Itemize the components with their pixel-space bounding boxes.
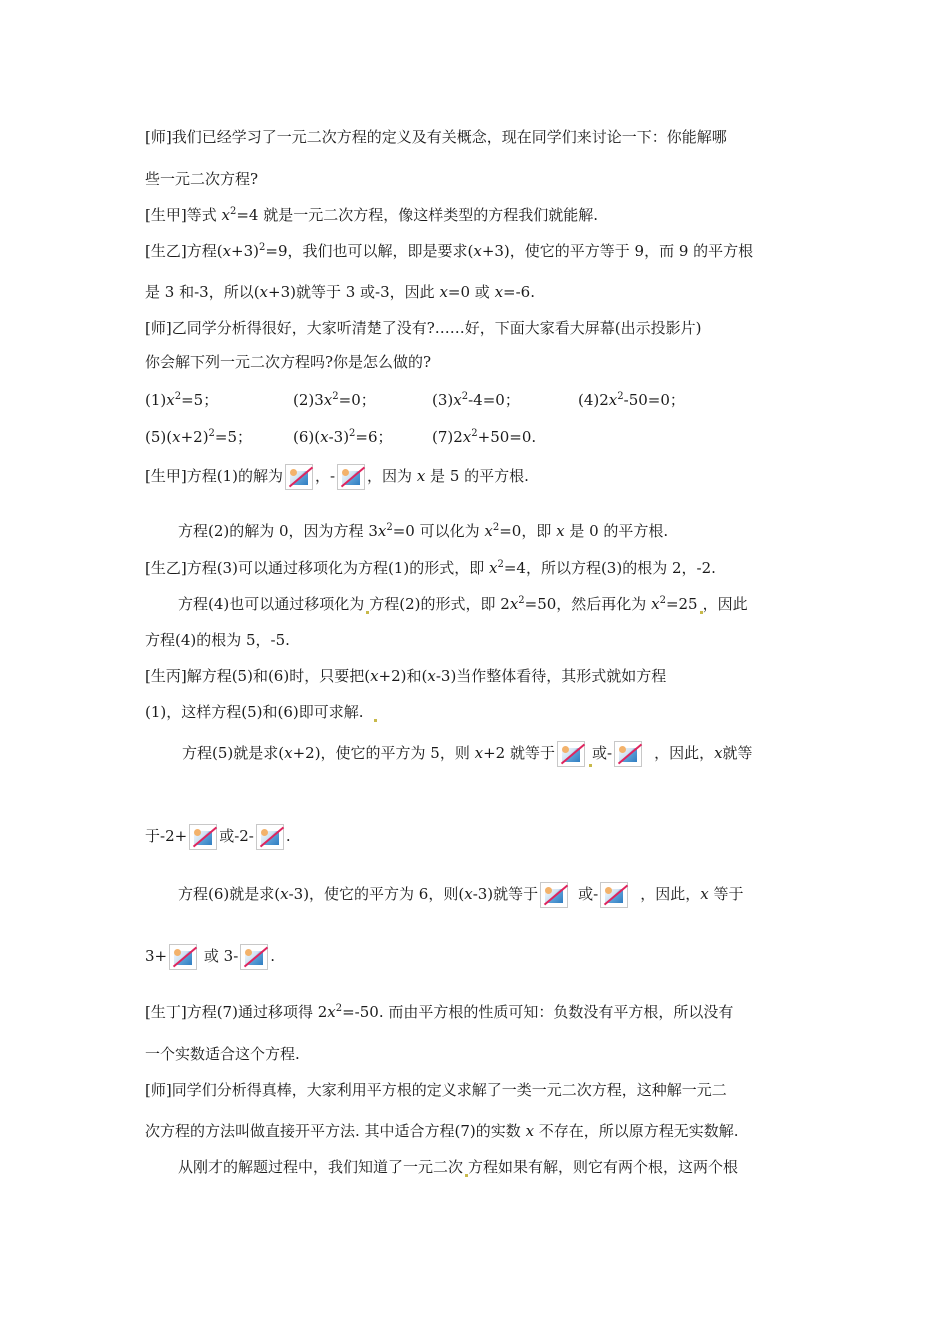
mark-dot (589, 764, 592, 767)
paragraph-line: 3+ 或 3- . (145, 944, 275, 970)
paragraph-line: 于-2+ 或-2- . (145, 824, 291, 850)
paragraph-line: 方程(4)也可以通过移项化为 方程(2)的形式，即 $2x^2=50$，然后再化为 $x^2=25$ ，因此 (178, 595, 748, 613)
paragraph-line: [生甲]方程(1)的解为 ，- ，因为 x 是 5 的平方根. (145, 464, 529, 490)
paragraph-line: 你会解下列一元二次方程吗?你是怎么做的? (145, 353, 432, 371)
broken-image-icon (256, 824, 284, 850)
equation-3: $(3)x^2-4=0$； (432, 391, 520, 409)
paragraph-line: [生乙]方程$(x+3)^2=9$，我们也可以解，即是要求(x+3)，使它的平方等于 9，而 9 的平方根 (145, 242, 754, 260)
broken-image-icon (540, 882, 568, 908)
paragraph-line: [师]乙同学分析得很好，大家听清楚了没有?……好，下面大家看大屏幕(出示投影片) (145, 319, 702, 337)
equation-4: $(4)2x^2-50=0$； (578, 391, 685, 409)
broken-image-icon (557, 741, 585, 767)
broken-image-icon (240, 944, 268, 970)
paragraph-line: [师]我们已经学习了一元二次方程的定义及有关概念，现在同学们来讨论一下：你能解哪 (145, 128, 727, 146)
paragraph-line: [师]同学们分析得真棒，大家利用平方根的定义求解了一类一元二次方程，这种解一元二 (145, 1081, 727, 1099)
broken-image-icon (614, 741, 642, 767)
paragraph-line: 从刚才的解题过程中，我们知道了一元二次 方程如果有解，则它有两个根，这两个根 (178, 1158, 739, 1176)
paragraph-line: 一个实数适合这个方程. (145, 1045, 300, 1063)
paragraph-line: 些一元二次方程? (145, 170, 259, 188)
paragraph-line: [生甲]等式 $x^2=4$ 就是一元二次方程，像这样类型的方程我们就能解. (145, 206, 598, 224)
broken-image-icon (337, 464, 365, 490)
broken-image-icon (189, 824, 217, 850)
paragraph-line: 是 3 和-3，所以(x+3)就等于 3 或-3，因此 x=0 或 x=-6. (145, 283, 535, 301)
paragraph-line: [生丙]解方程(5)和(6)时，只要把(x+2)和(x-3)当作整体看待，其形式就如方程 (145, 667, 667, 685)
paragraph-line: (1)，这样方程(5)和(6)即可求解. (145, 702, 377, 722)
paragraph-line: 方程(2)的解为 0，因为方程 $3x^2=0$ 可以化为 $x^2=0$，即 x 是 0 的平方根. (178, 522, 669, 540)
paragraph-line: 方程(4)的根为 5，-5. (145, 631, 290, 649)
equation-1: $(1)x^2=5$； (145, 391, 219, 409)
equation-7: $(7)2x^2+50=0$. (432, 428, 537, 446)
equation-6: $(6)(x-3)^2=6$； (293, 428, 393, 446)
broken-image-icon (169, 944, 197, 970)
paragraph-line: 次方程的方法叫做直接开平方法. 其中适合方程(7)的实数 x 不存在，所以原方程无实数解. (145, 1122, 739, 1140)
mark-dot (374, 719, 377, 722)
paragraph-line: 方程(5)就是求(x+2)，使它的平方为 5，则 x+2 就等于 或- ，因此，x就等 (182, 741, 753, 767)
paragraph-line: 方程(6)就是求(x-3)，使它的平方为 6，则(x-3)就等于 或- ，因此，x 等于 (178, 882, 744, 908)
paragraph-line: [生乙]方程(3)可以通过移项化为方程(1)的形式，即 $x^2=4$，所以方程(3)的根为 2，-2. (145, 559, 716, 577)
equation-2: $(2)3x^2=0$； (293, 391, 376, 409)
equation-5: $(5)(x+2)^2=5$； (145, 428, 253, 446)
paragraph-line: [生丁]方程(7)通过移项得 $2x^2=-50$. 而由平方根的性质可知：负数没有平方根，所以没有 (145, 1003, 734, 1021)
broken-image-icon (285, 464, 313, 490)
broken-image-icon (600, 882, 628, 908)
